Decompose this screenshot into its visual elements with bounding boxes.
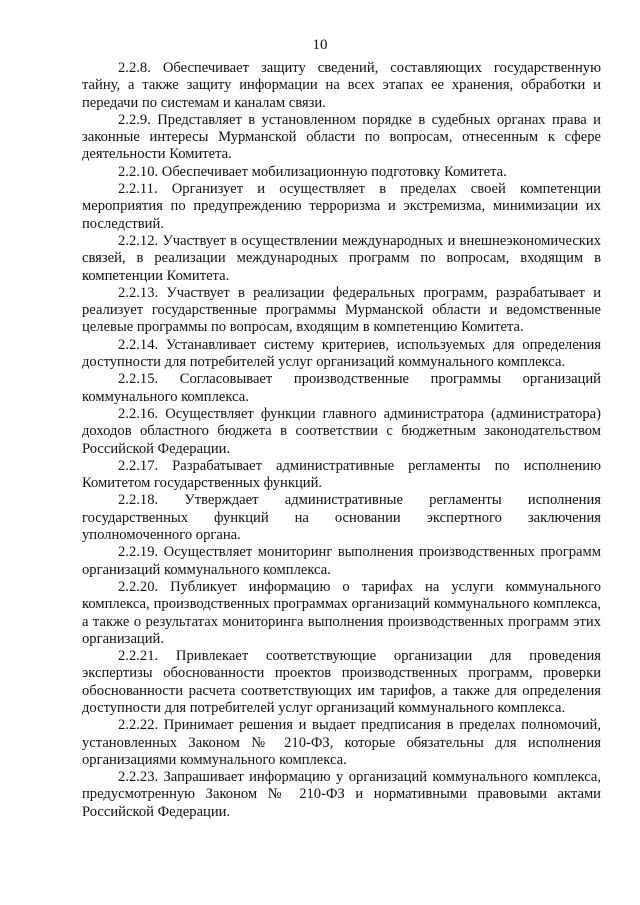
paragraph-2-2-16: 2.2.16. Осуществляет функции главного администратора (администратора) доходов областного бюджета в соответствии с бюджетным законодательством Российской Федерации. [82, 405, 601, 457]
paragraph-2-2-20: 2.2.20. Публикует информацию о тарифах на услуги коммунального комплекса, производственных программах организаций коммунального комплекса, а также о результатах мониторинга выполнения производственных программ этих организаций. [82, 578, 601, 647]
paragraph-2-2-10: 2.2.10. Обеспечивает мобилизационную подготовку Комитета. [118, 163, 507, 180]
paragraph-2-2-23: 2.2.23. Запрашивает информацию у организаций коммунального комплекса, предусмотренную Законом № 210-ФЗ и нормативными правовыми актами Российской Федерации. [82, 769, 601, 820]
paragraph-2-2-8: 2.2.8. Обеспечивает защиту сведений, составляющих государственную тайну, а также защиту информации на всех этапах ее хранения, обработки и передачи по системам и каналам связи. [82, 60, 601, 111]
document-body [82, 60, 601, 821]
paragraph-2-2-13: 2.2.13. Участвует в реализации федеральных программ, разрабатывает и реализует государственные программы Мурманской области и ведомственные целевые программы по вопросам, входящим в компетенцию Комитета. [82, 284, 601, 336]
paragraph-2-2-9: 2.2.9. Представляет в установленном порядке в судебных органах права и законные интересы Мурманской области по вопросам, отнесенным к сфере деятельности Комитета. [82, 111, 601, 163]
paragraph-2-2-19: 2.2.19. Осуществляет мониторинг выполнения производственных программ организаций коммунального комплекса. [82, 544, 601, 578]
paragraph-2-2-21: 2.2.21. Привлекает соответствующие организации для проведения экспертизы обоснованности проектов производственных программ, проверки обоснованности расчета соответствующих им тарифов, а также для определения доступности для потребителей услуг организаций коммунального комплекса. [82, 648, 601, 716]
paragraph-2-2-11: 2.2.11. Организует и осуществляет в пределах своей компетенции мероприятия по предупреждению терроризма и экстремизма, минимизации их последствий. [82, 181, 601, 232]
paragraph-2-2-14: 2.2.14. Устанавливает систему критериев, используемых для определения доступности для потребителей услуг организаций коммунального комплекса. [82, 336, 601, 371]
paragraph-2-2-22: 2.2.22. Принимает решения и выдает предписания в пределах полномочий, установленных Законом № 210-ФЗ, которые обязательны для исполнения организациями коммунального комплекса. [82, 717, 601, 768]
paragraph-2-2-15: 2.2.15. Согласовывает производственные программы организаций коммунального комплекса. [82, 371, 601, 405]
paragraph-2-2-17: 2.2.17. Разрабатывает административные регламенты по исполнению Комитетом государственных функций. [82, 457, 601, 492]
paragraph-2-2-12: 2.2.12. Участвует в осуществлении международных и внешнеэкономических связей, в реализации международных программ по вопросам, входящим в компетенции Комитета. [82, 232, 601, 284]
page-number: 10 [312, 37, 328, 53]
paragraph-2-2-18: 2.2.18. Утверждает административные регламенты исполнения государственных функций на основании экспертного заключения уполномоченного органа. [82, 492, 601, 544]
